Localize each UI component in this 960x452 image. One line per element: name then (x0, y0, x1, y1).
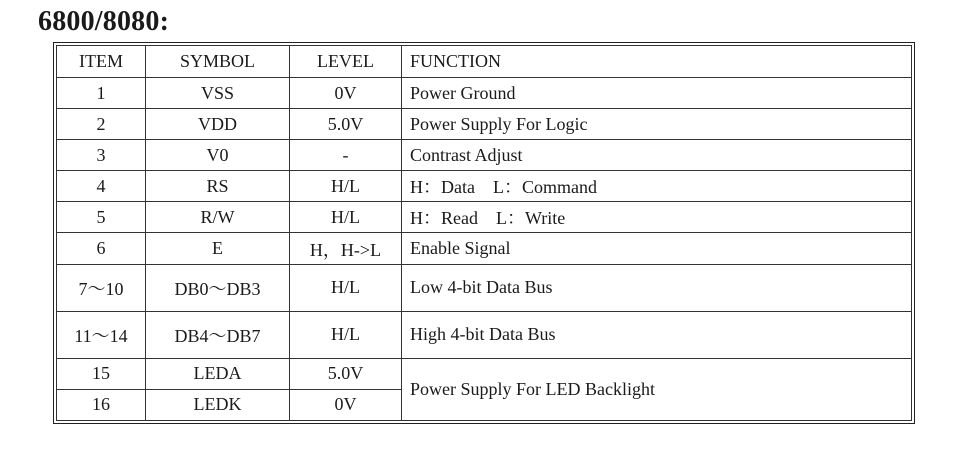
cell-function: Low 4-bit Data Bus (402, 264, 912, 311)
cell-function: H：Data L：Command (402, 171, 912, 202)
cell-symbol: V0 (146, 140, 290, 171)
cell-item: 3 (57, 140, 146, 171)
cell-item: 16 (57, 389, 146, 420)
cell-function-merged: Power Supply For LED Backlight (402, 358, 912, 420)
cell-item: 4 (57, 171, 146, 202)
cell-symbol: DB4～DB7 (146, 311, 290, 358)
cell-function: High 4-bit Data Bus (402, 311, 912, 358)
table-row (57, 233, 912, 264)
cell-level: - (290, 140, 402, 171)
cell-function: Power Supply For Logic (402, 109, 912, 140)
cell-level: 0V (290, 78, 402, 109)
cell-symbol: VDD (146, 109, 290, 140)
table-row (57, 264, 912, 311)
cell-function: Contrast Adjust (402, 140, 912, 171)
table-row (57, 202, 912, 233)
cell-function: Power Ground (402, 78, 912, 109)
cell-item: 1 (57, 78, 146, 109)
cell-item: 5 (57, 202, 146, 233)
cell-item: 7～10 (57, 264, 146, 311)
table-row (57, 109, 912, 140)
cell-symbol: LEDK (146, 389, 290, 420)
table-header-row (57, 46, 912, 78)
header-item: ITEM (57, 46, 146, 78)
cell-item: 2 (57, 109, 146, 140)
table-row (57, 78, 912, 109)
cell-item: 6 (57, 233, 146, 264)
table-row (57, 171, 912, 202)
pin-table (56, 45, 912, 421)
header-symbol: SYMBOL (146, 46, 290, 78)
cell-function: H：Read L：Write (402, 202, 912, 233)
cell-level: H/L (290, 171, 402, 202)
cell-symbol: R/W (146, 202, 290, 233)
cell-symbol: LEDA (146, 358, 290, 389)
cell-symbol: RS (146, 171, 290, 202)
cell-level: H/L (290, 202, 402, 233)
cell-symbol: DB0～DB3 (146, 264, 290, 311)
table-row (57, 311, 912, 358)
cell-symbol: E (146, 233, 290, 264)
cell-symbol: VSS (146, 78, 290, 109)
cell-function: Enable Signal (402, 233, 912, 264)
cell-level: 5.0V (290, 358, 402, 389)
cell-item: 15 (57, 358, 146, 389)
header-function: FUNCTION (402, 46, 912, 78)
cell-level: H/L (290, 311, 402, 358)
cell-level: H，H->L (290, 233, 402, 264)
cell-level: 0V (290, 389, 402, 420)
cell-level: H/L (290, 264, 402, 311)
header-level: LEVEL (290, 46, 402, 78)
pin-table-frame (53, 42, 915, 424)
page-title: 6800/8080: (38, 6, 170, 37)
table-row (57, 140, 912, 171)
cell-item: 11～14 (57, 311, 146, 358)
table-row (57, 358, 912, 389)
cell-level: 5.0V (290, 109, 402, 140)
